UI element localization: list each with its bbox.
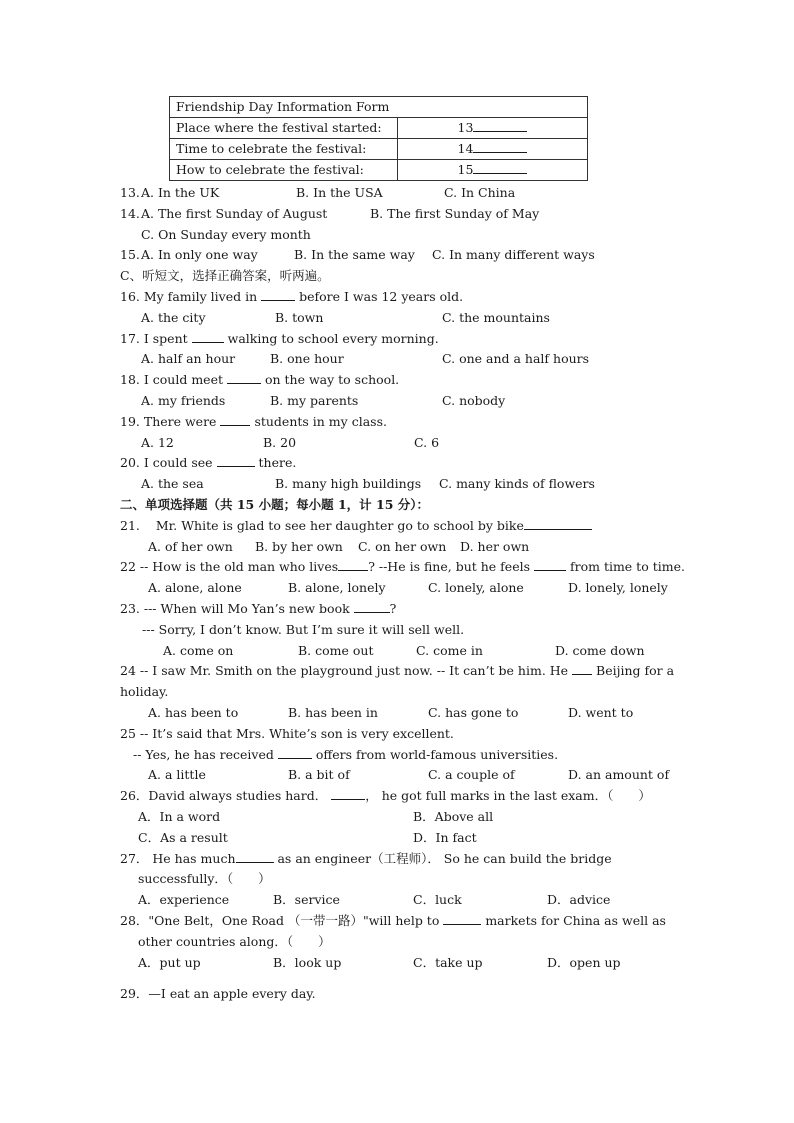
question-text: 28．"One Belt，One Road （一带一路）"will help to — [120, 913, 440, 928]
question-number: 21. — [120, 518, 140, 533]
option-b[interactable]: B. 20 — [263, 435, 297, 450]
option-b[interactable]: B. has been in — [288, 705, 378, 720]
question-20 — [120, 454, 296, 472]
question-text: ? — [389, 601, 397, 616]
option-b[interactable]: B. by her own — [255, 539, 343, 554]
option-a[interactable]: A．put up — [138, 955, 201, 970]
option-d[interactable]: D. her own — [460, 539, 530, 554]
form-label: How to celebrate the festival: — [170, 160, 398, 181]
option-b[interactable]: B. many high buildings — [275, 476, 422, 491]
question-text: on the way to school. — [264, 372, 400, 387]
question-29: 29．—I eat an apple every day. — [120, 986, 316, 1001]
option-a[interactable]: A. of her own — [148, 539, 233, 554]
option-b[interactable]: B．Above all — [413, 809, 494, 824]
question-text: -- Yes, he has received — [133, 747, 274, 762]
question-text: 23. --- When will Mo Yan’s new book — [120, 601, 350, 616]
option-b[interactable]: B. alone, lonely — [288, 580, 386, 595]
option-b[interactable]: B. town — [275, 310, 324, 325]
question-17 — [120, 330, 439, 348]
question-16 — [120, 288, 463, 306]
form-answer-number: 14 — [457, 141, 474, 156]
question-23 — [120, 600, 396, 618]
option-a[interactable]: A. my friends — [141, 393, 226, 408]
option-d[interactable]: D. lonely, lonely — [568, 580, 668, 595]
section-2-heading: 二、单项选择题（共 15 小题；每小题 1，计 15 分）： — [120, 497, 429, 512]
answer-blank[interactable] — [220, 413, 250, 426]
question-19 — [120, 413, 387, 431]
answer-blank[interactable] — [524, 517, 592, 530]
option-c[interactable]: C. come in — [416, 643, 483, 658]
answer-blank[interactable] — [443, 912, 481, 925]
option-c[interactable]: C. In China — [444, 185, 516, 200]
option-d[interactable]: D. went to — [568, 705, 634, 720]
answer-blank[interactable] — [534, 558, 566, 571]
option-d[interactable]: D. come down — [555, 643, 645, 658]
answer-blank[interactable] — [261, 288, 295, 301]
answer-blank[interactable] — [473, 161, 527, 174]
option-c[interactable]: C．luck — [413, 892, 462, 907]
question-text: 17. I spent — [120, 331, 188, 346]
option-b[interactable]: B. a bit of — [288, 767, 350, 782]
question-22 — [120, 558, 685, 576]
option-c[interactable]: C. nobody — [442, 393, 506, 408]
section-c-heading: C、听短文，选择正确答案，听两遍。 — [120, 268, 330, 283]
option-b[interactable]: B. one hour — [270, 351, 344, 366]
answer-blank[interactable] — [192, 330, 224, 343]
form-title-row — [170, 97, 588, 118]
form-answer-number: 15 — [457, 162, 474, 177]
question-25: 25 -- It’s said that Mrs. White’s son is very excellent. — [120, 726, 454, 741]
question-text: 18. I could meet — [120, 372, 223, 387]
information-form-table — [169, 96, 588, 181]
question-text: walking to school every morning. — [227, 331, 439, 346]
question-18 — [120, 371, 399, 389]
form-answer-cell[interactable] — [398, 139, 588, 160]
question-text: 24 -- I saw Mr. Smith on the playground just now. -- It can’t be him. He — [120, 663, 569, 678]
question-13 — [120, 184, 140, 202]
option-b[interactable]: B．look up — [273, 955, 342, 970]
option-c[interactable]: C. has gone to — [428, 705, 519, 720]
question-24-continued: holiday. — [120, 684, 169, 699]
option-d[interactable]: D．open up — [547, 955, 621, 970]
question-text: 20. I could see — [120, 455, 213, 470]
question-text: Beijing for a — [596, 663, 675, 678]
question-text: 26．David always studies hard． — [120, 788, 328, 803]
option-a[interactable]: A. In the UK — [141, 185, 220, 200]
option-c[interactable]: C．As a result — [138, 830, 228, 845]
question-text: there. — [258, 455, 297, 470]
question-number: 13. — [120, 185, 140, 200]
question-text: 27． He has much — [120, 851, 236, 866]
option-a[interactable]: A. 12 — [141, 435, 174, 450]
option-a[interactable]: A. alone, alone — [148, 580, 242, 595]
answer-blank[interactable] — [236, 850, 274, 863]
option-c[interactable]: C. the mountains — [442, 310, 550, 325]
option-c[interactable]: C. lonely, alone — [428, 580, 524, 595]
form-title: Friendship Day Information Form — [170, 97, 588, 118]
form-row — [170, 160, 588, 181]
question-text: students in my class. — [254, 414, 387, 429]
option-b[interactable]: B. my parents — [270, 393, 359, 408]
question-text: as an engineer（工程师）． So he can build the bridge — [277, 851, 612, 866]
answer-blank[interactable] — [331, 787, 365, 800]
option-d[interactable]: D．advice — [547, 892, 611, 907]
option-a[interactable]: A. In only one way — [141, 247, 258, 262]
question-text: 19. There were — [120, 414, 217, 429]
question-text: 22 -- How is the old man who lives — [120, 559, 339, 574]
option-d[interactable]: D．In fact — [413, 830, 477, 845]
question-number: 15. — [120, 247, 140, 262]
form-answer-number: 13 — [457, 120, 474, 135]
question-text: ? --He is fine, but he feels — [368, 559, 531, 574]
option-a[interactable]: A. a little — [148, 767, 206, 782]
answer-blank[interactable] — [217, 454, 255, 467]
answer-blank[interactable] — [338, 558, 368, 571]
option-a[interactable]: A. has been to — [148, 705, 239, 720]
option-b[interactable]: B. In the USA — [296, 185, 383, 200]
question-28-continued: other countries along．（ ） — [138, 934, 331, 949]
option-a[interactable]: A. half an hour — [141, 351, 236, 366]
option-d[interactable]: D. an amount of — [568, 767, 670, 782]
option-a[interactable]: A．In a word — [138, 809, 221, 824]
question-26 — [120, 787, 651, 805]
option-a[interactable]: A．experience — [138, 892, 230, 907]
form-row — [170, 118, 588, 139]
answer-blank[interactable] — [278, 746, 312, 759]
question-number: 14. — [120, 206, 140, 221]
answer-blank[interactable] — [473, 140, 527, 153]
answer-blank[interactable] — [227, 371, 261, 384]
question-27-continued: successfully．（ ） — [138, 871, 271, 886]
question-21 — [120, 517, 592, 535]
option-a[interactable]: A. the sea — [141, 476, 204, 491]
option-a[interactable]: A. come on — [163, 643, 234, 658]
option-c[interactable]: C. 6 — [414, 435, 440, 450]
option-a[interactable]: A. The first Sunday of August — [141, 206, 328, 221]
option-c[interactable]: C. In many different ways — [432, 247, 595, 262]
question-text: from time to time. — [569, 559, 685, 574]
question-25-reply — [133, 746, 558, 764]
option-c[interactable]: C. a couple of — [428, 767, 515, 782]
question-15 — [120, 246, 140, 264]
question-text: 16. My family lived in — [120, 289, 258, 304]
form-row — [170, 139, 588, 160]
answer-blank[interactable] — [354, 600, 390, 613]
form-label: Time to celebrate the festival: — [170, 139, 398, 160]
question-28 — [120, 912, 666, 930]
answer-blank[interactable] — [572, 662, 592, 675]
form-answer-cell[interactable] — [398, 160, 588, 181]
option-c[interactable]: C. one and a half hours — [442, 351, 590, 366]
option-b[interactable]: B. The first Sunday of May — [370, 206, 540, 221]
form-label: Place where the festival started: — [170, 118, 398, 139]
question-23-reply: --- Sorry, I don’t know. But I’m sure it will sell well. — [142, 622, 465, 637]
question-24 — [120, 662, 674, 680]
question-text: offers from world-famous universities. — [315, 747, 559, 762]
question-text: markets for China as well as — [485, 913, 666, 928]
form-answer-cell[interactable] — [398, 118, 588, 139]
question-text: Mr. White is glad to see her daughter go to school by bike — [155, 518, 524, 533]
option-c[interactable]: C．take up — [413, 955, 483, 970]
option-a[interactable]: A. the city — [141, 310, 206, 325]
option-c[interactable]: C. many kinds of flowers — [439, 476, 595, 491]
question-14 — [120, 205, 140, 223]
option-b[interactable]: B. In the same way — [294, 247, 415, 262]
option-b[interactable]: B. come out — [298, 643, 374, 658]
option-b[interactable]: B．service — [273, 892, 340, 907]
answer-blank[interactable] — [473, 119, 527, 132]
option-c[interactable]: C. on her own — [358, 539, 447, 554]
question-text: ， he got full marks in the last exam．（ ） — [365, 788, 651, 803]
question-text: before I was 12 years old. — [299, 289, 464, 304]
question-27 — [120, 850, 612, 868]
option-c[interactable]: C. On Sunday every month — [141, 227, 311, 242]
